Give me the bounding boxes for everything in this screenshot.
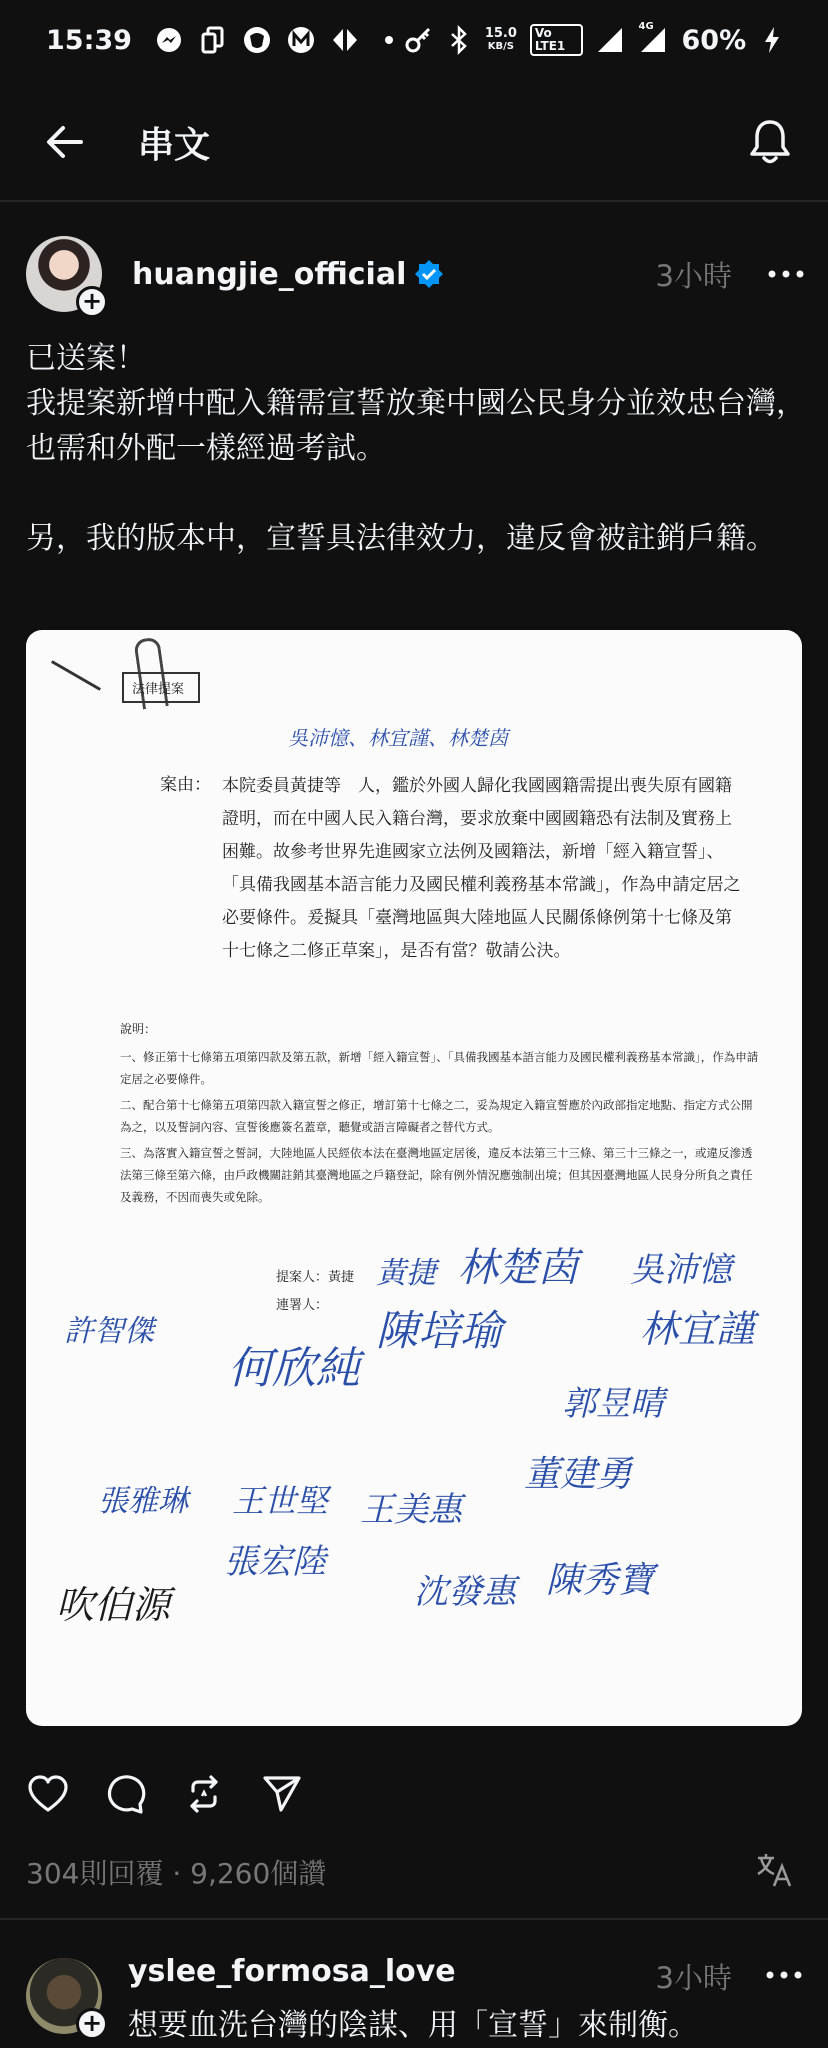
- reply-item[interactable]: [26, 1950, 806, 2048]
- more-dots-icon: [766, 1971, 802, 1979]
- signature: 林楚茵: [458, 1245, 578, 1291]
- notification-icons: [154, 25, 404, 55]
- post-username[interactable]: huangjie_official: [132, 256, 407, 292]
- explain-label: 說明：: [120, 1022, 157, 1036]
- network-speed: 15.0 KB/S: [484, 26, 517, 52]
- cosigner-label: 連署人：: [276, 1298, 329, 1313]
- reply-more-button[interactable]: [766, 1964, 806, 1984]
- dot-icon: [374, 25, 404, 55]
- comment-button[interactable]: [104, 1772, 148, 1816]
- handwritten-cosponsors: 吳沛憶、林宜謹、林楚茵: [288, 726, 508, 750]
- signature: 郭昱晴: [562, 1384, 664, 1424]
- reply-divider: [0, 1918, 828, 1920]
- signature: 王美惠: [360, 1490, 462, 1530]
- explain-item: 三、為落實入籍宣誓之誓詞，大陸地區人民經依本法在臺灣地區定居後，違反本法第三十三條、第三十三條之一，或違反滲透法第三條至第六條，由戶政機關註銷其臺灣地區之戶籍登記，除有例外情況應強制出境；但其因臺灣地區人民身分所負之責任及義務，不因而喪失或免除。: [120, 1146, 753, 1204]
- post-stats[interactable]: 304則回覆 · 9,260個讚: [26, 1857, 327, 1890]
- carrefour-icon: [330, 25, 360, 55]
- copy-icon: [198, 25, 228, 55]
- repost-icon: [183, 1773, 225, 1815]
- avatar[interactable]: [26, 236, 103, 315]
- follow-plus-icon[interactable]: +: [76, 2008, 108, 2040]
- post-time: 3小時: [655, 258, 732, 293]
- reason-label: 案由：: [160, 775, 211, 795]
- status-bar: [0, 0, 828, 80]
- arrow-left-icon: [45, 124, 85, 160]
- post-header: [26, 232, 806, 316]
- signal-icon: [596, 25, 626, 55]
- signal-4g-icon: 4G: [639, 25, 669, 55]
- m-app-icon: [286, 25, 316, 55]
- signature: 董建勇: [524, 1454, 633, 1495]
- more-options-button[interactable]: [766, 259, 806, 289]
- send-icon: [261, 1774, 303, 1814]
- volte-badge: Vo LTE1: [530, 24, 583, 56]
- signature: 張雅琳: [98, 1484, 188, 1519]
- follow-plus-icon[interactable]: +: [76, 286, 108, 318]
- signature: 黃捷: [376, 1256, 436, 1291]
- top-nav: [0, 98, 828, 186]
- back-button[interactable]: [40, 117, 90, 167]
- post-paragraph: 已送案！ 我提案新增中配入籍需宣誓放棄中國公民身分並效忠台灣，也需和外配一樣經過考試。: [26, 341, 806, 466]
- verified-badge-icon: [414, 259, 444, 289]
- header-divider: [0, 200, 828, 202]
- key-icon: [404, 25, 434, 55]
- signature: 陳秀寶: [546, 1560, 655, 1601]
- more-dots-icon: [768, 270, 804, 278]
- heart-icon: [27, 1774, 69, 1814]
- proposer-label: 提案人：黃捷: [276, 1270, 355, 1285]
- notifications-button[interactable]: [742, 114, 798, 170]
- bluetooth-icon: [447, 25, 472, 55]
- messenger-icon: [154, 25, 184, 55]
- signature: 沈發惠: [414, 1572, 516, 1612]
- bell-icon: [748, 118, 792, 166]
- signature: 陳培瑜: [376, 1306, 503, 1355]
- share-button[interactable]: [260, 1772, 304, 1816]
- comment-bubble-icon: [105, 1773, 147, 1815]
- document-tag: 法律提案: [122, 672, 200, 703]
- explain-item: 一、修正第十七條第五項第四款及第五款，新增「經入籍宣誓」、「具備我國基本語言能力及國民權利義務基本常識」，作為申請定居之必要條件。: [120, 1050, 759, 1086]
- reason-text: 本院委員黃捷等 人，鑑於外國人歸化我國國籍需提出喪失原有國籍證明，而在中國人民入籍台灣，要求放棄中國國籍恐有法制及實務上困難。故參考世界先進國家立法例及國籍法，新增「經入籍宣誓」、「具備我國基本語言能力及國民權利義務基本常識」，作為申請定居之必要條件。爰擬具「臺灣地區與大陸地區人民關係條例第十七條及第十七條之二修正草案」，是否有當？敬請公決。: [222, 776, 741, 961]
- reply-text: 想要血洗台灣的陰謀、用「宣誓」來制衡。: [128, 2008, 698, 2043]
- post-paragraph: 另，我的版本中，宣誓具法律效力，違反會被註銷戶籍。: [26, 521, 776, 556]
- post-body: [26, 336, 806, 561]
- post-actions: [26, 1772, 304, 1816]
- status-time: 15:39: [46, 24, 132, 56]
- post-image-document[interactable]: [26, 630, 802, 1726]
- charging-icon: [759, 25, 784, 55]
- page-title: 串文: [138, 124, 211, 166]
- explain-item: 二、配合第十七條第五項第四款入籍宣誓之修正，增訂第十七條之二，妥為規定入籍宣誓應於內政部指定地點、指定方式公開為之，以及誓詞內容、宣誓後應簽名蓋章，聽覺或語言障礙者之替代方式。: [120, 1098, 753, 1134]
- pen-mark: [51, 660, 101, 691]
- explain-text: [120, 1046, 760, 1212]
- signature: 吳沛憶: [630, 1250, 732, 1290]
- signature: 張宏陸: [224, 1542, 326, 1582]
- signature: 何欣純: [228, 1343, 360, 1394]
- reply-time: 3小時: [655, 1961, 732, 1995]
- translate-button[interactable]: [754, 1850, 794, 1890]
- tiger-app-icon: [242, 25, 272, 55]
- reply-username[interactable]: yslee_formosa_love: [128, 1954, 456, 1989]
- signature: 吹伯源: [56, 1583, 171, 1627]
- reply-avatar[interactable]: [26, 1958, 103, 2037]
- signature: 許智傑: [64, 1314, 154, 1349]
- signature: 王世堅: [232, 1482, 329, 1520]
- battery-percent: 60%: [681, 24, 747, 56]
- translate-icon: [754, 1850, 794, 1890]
- system-icons: [404, 21, 784, 56]
- signature: 林宜謹: [640, 1307, 755, 1351]
- repost-button[interactable]: [182, 1772, 226, 1816]
- like-button[interactable]: [26, 1772, 70, 1816]
